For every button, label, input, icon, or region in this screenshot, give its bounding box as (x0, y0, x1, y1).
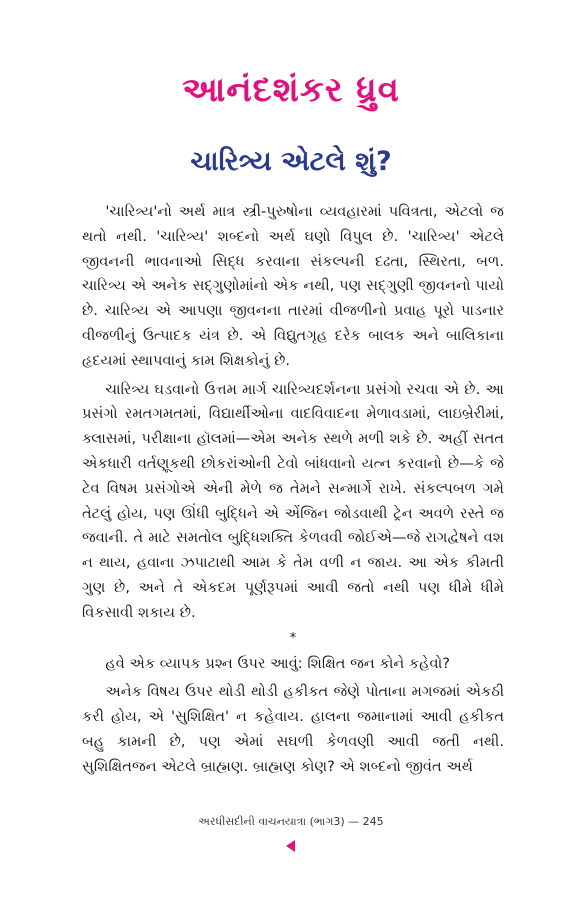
section-separator: * (289, 630, 297, 646)
left-arrow-icon[interactable] (286, 840, 295, 852)
paragraph: ચારિત્ર્ય ઘડવાનો ઉત્તમ માર્ગ ચારિત્ર્યદર્શનના પ્રસંગો રચવા એ છે. આ પ્રસંગો રમતગમતમાં, વિદ્યાર્થીઓના વાદવિવાદના મેળાવડામાં, લાઇબ્રેરીમાં, ક્લાસમાં, પરીક્ષાના હૉલમાં—એમ અનેક સ્થળે મળી શકે છે. અહીં સતત એકધારી વર્તણૂકથી છોકરાંઓની ટેવો બાંધવાનો યત્ન કરવાનો છે—કે જે ટેવ વિષમ પ્રસંગોએ એની મેળે જ તેમને સન્માર્ગે રાખે. સંકલ્પબળ ગમે તેટલું હોય, પણ ઊંધી બુદ્ધિને એ એંજિન જોડવાથી ટ્રેન અવળે રસ્તે જ જવાની. તે માટે સમતોલ બુદ્ધિશક્તિ કેળવવી જોઈએ—જે રાગદ્વેષને વશ ન થાય, હવાના ઝપાટાથી આમ કે તેમ વળી ન જાય. આ એક કીમતી ગુણ છે, અને તે એકદમ પૂર્ણરૂપમાં આવી જતો નથી પણ ધીમે ધીમે વિકસાવી શકાય છે. (82, 380, 504, 621)
body-text (82, 200, 504, 784)
author-heading: આનંદશંકર ધ્રુવ (182, 70, 400, 110)
page-footer: અરધીસદીની વાચનયાત્રા (ભાગ3) — 245 (198, 815, 384, 828)
paragraph: અનેક વિષય ઉપર થોડી થોડી હકીકત જેણે પોતાના મગજમાં એકઠી કરી હોય, એ 'સુશિક્ષિત' ન કહેવાય. હાલના જમાનામાં આવી હકીકત બહુ કામની છે, પણ એમાં સઘળી કેળવણી આવી જતી નથી. સુશિક્ષિતજન એટલે બ્રાહ્મણ. બ્રાહ્મણ કોણ? એ શબ્દનો જીવંત અર્થ (82, 683, 504, 775)
paragraph: 'ચારિત્ર્ય'નો અર્થ માત્ર સ્ત્રી-પુરુષોના વ્યવહારમાં પવિત્રતા, એટલો જ થતો નથી. 'ચારિત્ર્ય' શબ્દનો અર્થ ઘણો વિપુલ છે. 'ચારિત્ર્ય' એટલે જીવનની ભાવનાઓ સિદ્ધ કરવાના સંકલ્પની દઢતા, સ્થિરતા, બળ. ચારિત્ર્ય એ અનેક સદ્ગુણોમાંનો એક નથી, પણ સદ્ગુણી જીવનનો પાયો છે. ચારિત્ર્ય એ આપણા જીવનના તારમાં વીજળીનો પ્રવાહ પૂરો પાડનાર વીજળીનું ઉત્પાદક યંત્ર છે. એ વિદ્યુતગૃહ દરેક બાલક અને બાલિકાના હૃદયમાં સ્થાપવાનું કામ શિક્ષકોનું છે. (82, 203, 504, 369)
chapter-title: ચારિત્ર્ય એટલે શું? (190, 146, 392, 177)
paragraph: હવે એક વ્યાપક પ્રશ્ન ઉપર આવું: શિક્ષિત જન કોને કહેવો? (105, 654, 451, 672)
